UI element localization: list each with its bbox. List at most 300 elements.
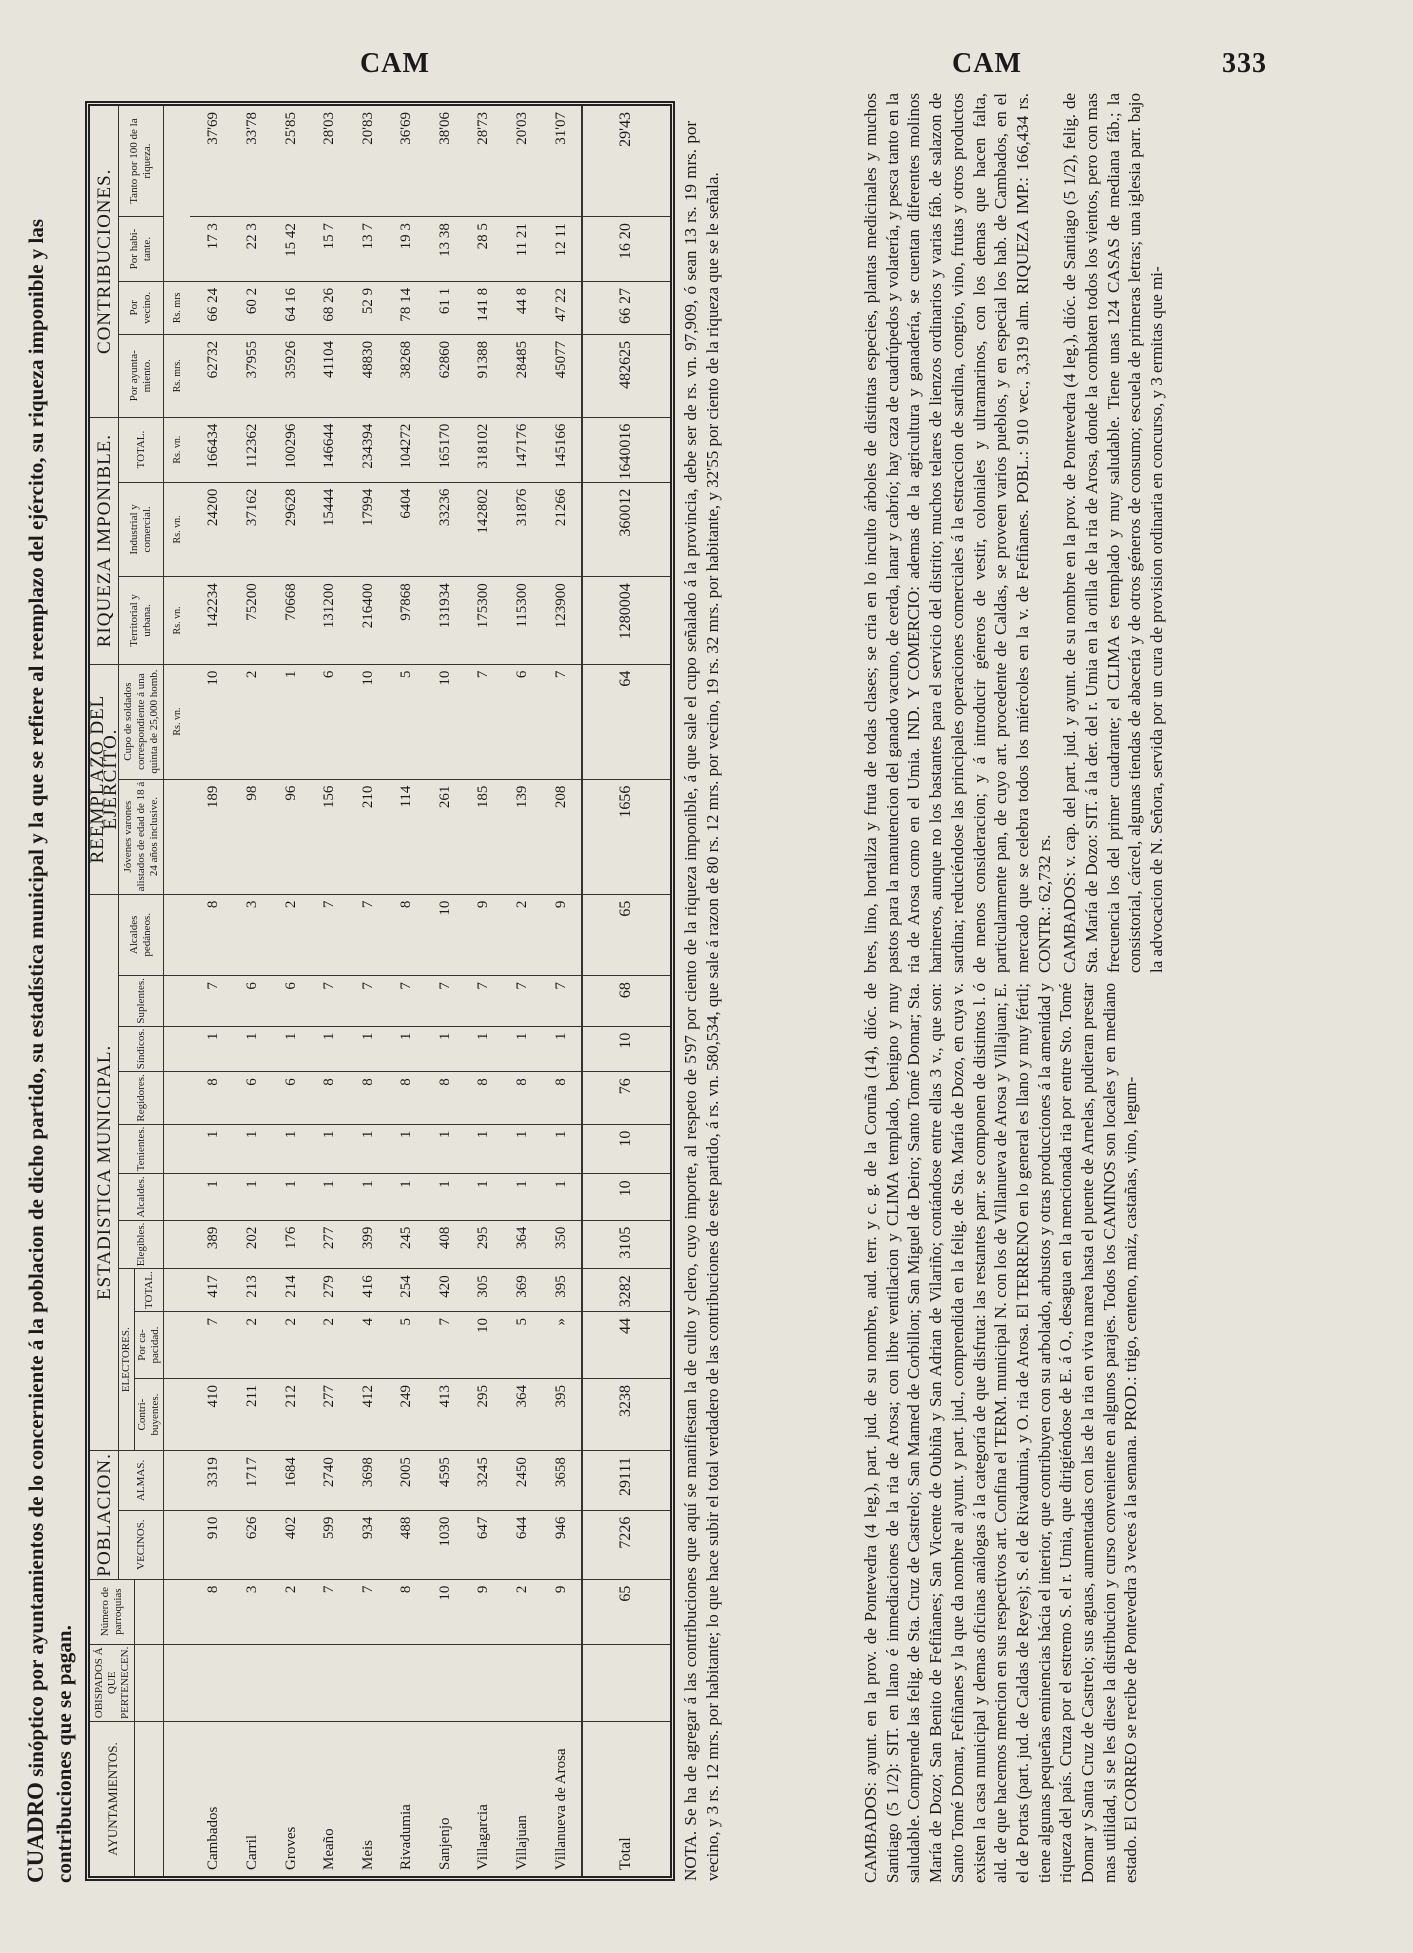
cell-total-electores: 305 [465,1269,504,1312]
cell-sindicos: 1 [233,1026,272,1072]
cell-obispado [233,1644,272,1721]
cell-contribuyentes: 413 [426,1379,465,1451]
cell-tanto: 38'06 [426,106,465,217]
body-paragraph: bres, lino, hortaliza y fruta de todas clases; se cria en lo inculto árboles de distintas especies, plantas medicinales y muchos pastos para la manutencion del ganado vacuno, de cerda, lanar y cabrío; hay caza de cuadrúpedos y volatería, y pesca tanto en la ria de Arosa como en el Umia. IND. Y COMERCIO: ademas de la agricultura y ganadería, se cuentan diferentes molinos harineros, aunque no los bastantes para el servicio del distrito; muchos telares de lienzos ordinarios y varias fáb. de salazon de sardina; reduciéndose las principales operaciones comerciales á la estraccion de sardina, congrio, vino, frutas y otros productos de menos consideracion; y á introducir géneros de vestir, coloniales y ultramarinos, con los demas que hacen falta, particularmente pan, de cuyo art. procedente de Caldas, se proveen varios pueblos, y en especial los hab. de Cambados, en el mercado que se celebra todos los miércoles en la v. de Fefiñanes. POBL.: 910 vec., 3,319 alm. RIQUEZA IMP.: 166,434 rs. CONTR.: 62,732 rs. [861,93,1054,973]
cell-regidores: 76 [582,1072,670,1124]
cell-cupo: 10 [190,664,233,779]
cell-alcaldes: 1 [310,1174,349,1220]
cell-almas: 3658 [542,1451,582,1511]
cell-por-habitante: 11 21 [503,217,542,282]
col-total-electores: TOTAL. [135,1269,164,1312]
cell-regidores: 8 [388,1072,427,1124]
col-suplentes: Suplentes. [119,976,164,1027]
rotated-table-section [0,73,800,1953]
col-ayuntamientos: AYUNTAMIENTOS. [90,1722,135,1877]
cell-total-riqueza: 145166 [542,417,582,482]
unit-label: Rs. vn. [164,417,191,482]
cell-contribuyentes: 3238 [582,1379,670,1451]
unit-label: Rs. vn. [164,577,191,664]
cell-cupo: 64 [582,664,670,779]
cell-elegibles: 245 [388,1220,427,1269]
cell-name: Villajuan [514,1815,531,1870]
cell-vecinos: 402 [272,1510,311,1579]
group-contribuciones: CONTRIBUCIONES. [90,106,119,417]
cell-vecinos: 626 [233,1510,272,1579]
cell-tenientes: 1 [233,1124,272,1174]
cell-regidores: 6 [233,1072,272,1124]
cell-sindicos: 1 [465,1026,504,1072]
cell-obispado [582,1644,670,1721]
cell-tenientes: 1 [190,1124,233,1174]
body-paragraph: CAMBADOS: ayunt. en la prov. de Pontevedra (4 leg.), part. jud. de su nombre, aud. terr. y c. g. de la Coruña (14), dióc. de Santiago (5 1/2): SIT. en llano é inmediaciones de la ria de Arosa; con libre ventilacion y CLIMA templado, benigno y muy saludable. Comprende las felig. de Sta. Cruz de Castrelo; San Mamed de Corbillon; San Miguel de Deiro; Santo Tomé Domar; Sta. María de Dozo; San Benito de Fefiñanes; San Vicente de Oubiña y San Adrian de Vilariño; contándose entre ellas 3 v., que son: Santo Tomé Domar, Fefiñanes y la que da nombre al ayunt. y part. jud., comprendida en la felig. de Sta. María de Dozo, en cuya v. existen la casa municipal y demas oficinas análogas á la categoría de que disfruta: las restantes parr. se componen de distintos l. ó ald. de que hacemos mencion en sus respectivos art. Confina el TERM. municipal N. con los de Villanueva de Arosa y Villajuan; E. el de Portas (part. jud. de Caldas de Reyes); S. el de Rivadumia, y O. ria de Arosa. El TERRENO en lo general es llano y muy fértil; tiene algunas pequeñas eminencias hácia el interior, que contribuyen con su arbolado, arbustos y otras producciones á la amenidad y riqueza del país. Cruza por el estremo S. el r. Umia, que dirigiéndose de E. á O., desagua en la mencionada ria por entre Sto. Tomé Domar y Santa Cruz de Castrelo; sus aguas, aumentadas con las de la ria en viva marea hasta el puente de Arnelas, pudieran prestar mas utilidad, si se les diese la distribucion y curso conveniente en algunos parajes. Todos los CAMINOS son locales y en mediano estado. El CORREO se recibe de Pontevedra 3 veces á la semana. PROD.: trigo, centeno, maiz, castañas, vino, legum- [861,983,1141,1883]
cell-suplentes: 7 [503,976,542,1027]
cell-jovenes: 1656 [582,779,670,894]
cell-cupo: 1 [272,664,311,779]
col-industrial: Industrial y comercial. [119,482,164,577]
group-poblacion: POBLACION. [90,1451,119,1579]
cell-tanto: 25'85 [272,106,311,217]
body-paragraph: CAMBADOS: v. cap. del part. jud. y ayunt. de su nombre en la prov. de Pontevedra (4 leg.), dióc. de Santiago (5 1/2), felig. de Sta. María de Dozo: SIT. á la der. del r. Umia en la orilla de la ria de Arosa, donde la combaten todos los vientos, pero con mas frecuencia los del primer cuadrante; el CLIMA es templado y muy saludable. Tiene unas 124 CASAS de mediana fáb.; la consistorial, cárcel, algunas tiendas de abacería y de otros géneros de consumo; escuela de primeras letras; una iglesia parr. bajo la advocacion de N. Señora, servida por un cura de provision ordinaria en concurso, y 3 ermitas que mi- [1060,93,1167,973]
cell-capacidad: 4 [349,1312,388,1379]
cell-por-habitante: 15 42 [272,217,311,282]
cell-parroquias: 3 [233,1579,272,1644]
cell-industrial: 360012 [582,482,670,577]
cell-total-electores: 417 [190,1269,233,1312]
cell-por-vecino: 61 1 [426,281,465,334]
cell-parroquias: 8 [190,1579,233,1644]
cell-elegibles: 202 [233,1220,272,1269]
cell-parroquias: 10 [426,1579,465,1644]
col-capacidad: Por ca-pacidad. [135,1312,164,1379]
cell-tenientes: 10 [582,1124,670,1174]
cell-cupo: 10 [349,664,388,779]
cell-tanto: 31'07 [542,106,582,217]
cell-suplentes: 7 [190,976,233,1027]
cell-parroquias: 2 [272,1579,311,1644]
cell-pedaneos: 2 [503,894,542,976]
cell-jovenes: 96 [272,779,311,894]
cell-jovenes: 261 [426,779,465,894]
col-vecinos: VECINOS. [119,1510,164,1579]
cell-suplentes: 68 [582,976,670,1027]
cell-alcaldes: 1 [190,1174,233,1220]
cell-elegibles: 176 [272,1220,311,1269]
col-cupo: Cupo de soldados correspondiente á una quinta de 25,000 homb. [119,664,164,779]
cell-vecinos: 488 [388,1510,427,1579]
cell-contribuyentes: 364 [503,1379,542,1451]
cell-por-habitante: 13 7 [349,217,388,282]
cell-alcaldes: 1 [349,1174,388,1220]
cell-territorial: 142234 [190,577,233,664]
cell-suplentes: 7 [542,976,582,1027]
table-row [349,106,388,1876]
cell-tenientes: 1 [542,1124,582,1174]
cell-alcaldes: 1 [233,1174,272,1220]
cell-obispado [388,1644,427,1721]
cell-capacidad: 7 [190,1312,233,1379]
col-por-habitante: Por habi-tante. [119,217,164,282]
cell-por-habitante: 13 38 [426,217,465,282]
cell-tenientes: 1 [349,1124,388,1174]
cell-total-riqueza: 318102 [465,417,504,482]
cell-alcaldes: 1 [272,1174,311,1220]
cell-jovenes: 156 [310,779,349,894]
cell-total-electores: 279 [310,1269,349,1312]
col-por-ayuntamiento: Por ayunta-miento. [119,334,164,417]
cell-por-ayuntamiento: 28485 [503,334,542,417]
col-por-vecino: Por vecino. [119,281,164,334]
cell-sindicos: 1 [426,1026,465,1072]
cell-industrial: 29628 [272,482,311,577]
cell-vecinos: 910 [190,1510,233,1579]
cell-sindicos: 1 [542,1026,582,1072]
cell-tenientes: 1 [388,1124,427,1174]
cell-alcaldes: 1 [503,1174,542,1220]
cell-pedaneos: 2 [272,894,311,976]
cell-por-habitante: 15 7 [310,217,349,282]
cell-total-riqueza: 112362 [233,417,272,482]
cell-almas: 3245 [465,1451,504,1511]
cell-pedaneos: 3 [233,894,272,976]
cell-territorial: 1280004 [582,577,670,664]
cell-obispado [426,1644,465,1721]
cell-tanto: 36'69 [388,106,427,217]
cell-industrial: 15444 [310,482,349,577]
unit-label: Rs. mrs. [164,334,191,417]
cell-obispado [542,1644,582,1721]
cell-almas: 3698 [349,1451,388,1511]
col-contribuyentes: Contri-buyentes. [135,1379,164,1451]
cell-contribuyentes: 211 [233,1379,272,1451]
body-column-2 [860,93,1168,973]
cell-elegibles: 408 [426,1220,465,1269]
cell-name: Sanjenjo [436,1817,453,1870]
cell-tanto: 29'43 [582,106,670,217]
cell-almas: 2005 [388,1451,427,1511]
cell-por-vecino: 66 24 [190,281,233,334]
cell-contribuyentes: 277 [310,1379,349,1451]
cell-suplentes: 7 [349,976,388,1027]
cell-jovenes: 208 [542,779,582,894]
cell-industrial: 33236 [426,482,465,577]
cell-total-electores: 395 [542,1269,582,1312]
cell-regidores: 8 [542,1072,582,1124]
cell-capacidad: 5 [388,1312,427,1379]
cell-regidores: 8 [310,1072,349,1124]
rotated-body-section [860,73,1280,1953]
cell-industrial: 21266 [542,482,582,577]
cell-vecinos: 1030 [426,1510,465,1579]
cell-industrial: 17994 [349,482,388,577]
cell-suplentes: 7 [388,976,427,1027]
cell-total-riqueza: 234394 [349,417,388,482]
cell-contribuyentes: 395 [542,1379,582,1451]
cell-regidores: 8 [465,1072,504,1124]
cell-tenientes: 1 [310,1124,349,1174]
table-row [542,106,582,1876]
statistics-table [85,101,675,1881]
cell-obispado [272,1644,311,1721]
cell-territorial: 216400 [349,577,388,664]
col-alcaldes: Alcaldes. [119,1174,164,1220]
cell-suplentes: 6 [272,976,311,1027]
cell-por-ayuntamiento: 45077 [542,334,582,417]
cell-sindicos: 1 [349,1026,388,1072]
cell-suplentes: 7 [310,976,349,1027]
cell-total-riqueza: 165170 [426,417,465,482]
title-lead: CUADRO [23,1782,48,1883]
cell-industrial: 6404 [388,482,427,577]
cell-sindicos: 1 [272,1026,311,1072]
cell-territorial: 175300 [465,577,504,664]
cell-por-habitante: 19 3 [388,217,427,282]
cell-tenientes: 1 [426,1124,465,1174]
cell-almas: 2450 [503,1451,542,1511]
cell-alcaldes: 1 [542,1174,582,1220]
cell-vecinos: 7226 [582,1510,670,1579]
cell-elegibles: 277 [310,1220,349,1269]
cell-parroquias: 65 [582,1579,670,1644]
cell-parroquias: 9 [542,1579,582,1644]
cell-por-vecino: 66 27 [582,281,670,334]
cell-regidores: 8 [190,1072,233,1124]
col-jovenes: Jóvenes varones alistados de edad de 18 á 24 años inclusive. [119,779,164,894]
cell-total-riqueza: 1640016 [582,417,670,482]
table-row [310,106,349,1876]
cell-por-ayuntamiento: 38268 [388,334,427,417]
cell-por-vecino: 68 26 [310,281,349,334]
cell-industrial: 31876 [503,482,542,577]
cell-total-electores: 3282 [582,1269,670,1312]
cell-pedaneos: 65 [582,894,670,976]
cell-jovenes: 210 [349,779,388,894]
cell-por-ayuntamiento: 35926 [272,334,311,417]
table-row [190,106,233,1876]
cell-pedaneos: 7 [349,894,388,976]
cell-sindicos: 1 [388,1026,427,1072]
cell-suplentes: 6 [233,976,272,1027]
cell-por-habitante: 28 5 [465,217,504,282]
cell-por-vecino: 78 14 [388,281,427,334]
cell-sindicos: 10 [582,1026,670,1072]
cell-name: Meaño [321,1828,338,1870]
cell-tanto: 20'83 [349,106,388,217]
cell-vecinos: 946 [542,1510,582,1579]
cell-jovenes: 98 [233,779,272,894]
cell-por-habitante: 22 3 [233,217,272,282]
col-obispados: OBISPADOS Á QUE PERTENECEN. [90,1644,135,1721]
cell-name: Cambados [204,1806,221,1870]
cell-elegibles: 350 [542,1220,582,1269]
cell-almas: 4595 [426,1451,465,1511]
cell-alcaldes: 1 [426,1174,465,1220]
cell-por-ayuntamiento: 48830 [349,334,388,417]
cell-total-riqueza: 147176 [503,417,542,482]
cell-pedaneos: 7 [310,894,349,976]
group-electores: ELECTORES. [119,1269,135,1451]
note-block [680,121,724,1881]
cell-parroquias: 8 [388,1579,427,1644]
cell-sindicos: 1 [310,1026,349,1072]
cell-pedaneos: 9 [542,894,582,976]
table-row [388,106,427,1876]
cell-capacidad: 2 [310,1312,349,1379]
cell-territorial: 123900 [542,577,582,664]
col-sindicos: Síndicos. [119,1026,164,1072]
cell-jovenes: 189 [190,779,233,894]
cell-total-electores: 416 [349,1269,388,1312]
cell-total-riqueza: 146644 [310,417,349,482]
cell-capacidad: 2 [233,1312,272,1379]
cell-contribuyentes: 212 [272,1379,311,1451]
cell-alcaldes: 10 [582,1174,670,1220]
cell-territorial: 97868 [388,577,427,664]
cell-por-habitante: 12 11 [542,217,582,282]
cell-cupo: 5 [388,664,427,779]
cell-obispado [190,1644,233,1721]
cell-contribuyentes: 295 [465,1379,504,1451]
cell-alcaldes: 1 [465,1174,504,1220]
cell-por-vecino: 47 22 [542,281,582,334]
cell-suplentes: 7 [426,976,465,1027]
cell-cupo: 6 [503,664,542,779]
cell-total-electores: 214 [272,1269,311,1312]
cell-total-electores: 254 [388,1269,427,1312]
cell-obispado [503,1644,542,1721]
cell-cupo: 10 [426,664,465,779]
cell-parroquias: 7 [349,1579,388,1644]
col-pedaneos: Alcaldes pedáneos. [119,894,164,976]
cell-alcaldes: 1 [388,1174,427,1220]
cell-obispado [349,1644,388,1721]
cell-total-electores: 213 [233,1269,272,1312]
col-tanto: Tanto por 100 de la riqueza. [119,106,164,217]
cell-regidores: 8 [349,1072,388,1124]
cell-por-ayuntamiento: 41104 [310,334,349,417]
cell-name: Carril [243,1835,260,1870]
cell-cupo: 2 [233,664,272,779]
unit-label: Rs. mrs [164,281,191,334]
group-estadistica: ESTADISTICA MUNICIPAL. [90,894,119,1451]
cell-elegibles: 3105 [582,1220,670,1269]
col-tenientes: Tenientes. [119,1124,164,1174]
cell-almas: 2740 [310,1451,349,1511]
cell-parroquias: 7 [310,1579,349,1644]
table-row [272,106,311,1876]
cell-tanto: 20'03 [503,106,542,217]
cell-almas: 29111 [582,1451,670,1511]
cell-total-riqueza: 100296 [272,417,311,482]
cell-almas: 3319 [190,1451,233,1511]
cell-jovenes: 114 [388,779,427,894]
table-body [190,106,670,1876]
unit-label: Rs. vn. [164,664,191,779]
cell-por-vecino: 52 9 [349,281,388,334]
cell-contribuyentes: 410 [190,1379,233,1451]
cell-territorial: 70668 [272,577,311,664]
cell-suplentes: 7 [465,976,504,1027]
cell-tanto: 28'73 [465,106,504,217]
table-row [465,106,504,1876]
cell-total-riqueza: 104272 [388,417,427,482]
cell-vecinos: 644 [503,1510,542,1579]
cell-obispado [465,1644,504,1721]
cell-contribuyentes: 249 [388,1379,427,1451]
unit-label: Rs. vn. [164,482,191,577]
cell-almas: 1684 [272,1451,311,1511]
cell-cupo: 7 [465,664,504,779]
cell-tanto: 37'69 [190,106,233,217]
cell-territorial: 131934 [426,577,465,664]
cell-capacidad: 7 [426,1312,465,1379]
cell-tenientes: 1 [503,1124,542,1174]
note-text: Se ha de agregar á las contribuciones que aquí se manifiestan la de culto y clero, cuyo importe, al respeto de 5'97 por ciento de la riqueza imponible, á que sale el cupo señalado á la provincia, debe ser de rs. vn. 97,909, ó sean 13 rs. 19 mrs. por vecino, y 3 rs. 12 mrs. por habitante; lo que hace subir el total verdadero de las contribuciones de este partido, á rs. vn. 580,534, que sale á razon de 80 rs. 12 mrs. por vecino, 19 rs. 32 mrs. por habitante, y 32'55 por ciento de la riqueza que se le señala. [681,120,722,1881]
cell-cupo: 6 [310,664,349,779]
cell-por-habitante: 17 3 [190,217,233,282]
cell-pedaneos: 8 [190,894,233,976]
cell-capacidad: » [542,1312,582,1379]
cell-name: Total [582,1722,670,1877]
cell-cupo: 7 [542,664,582,779]
cell-elegibles: 399 [349,1220,388,1269]
cell-por-habitante: 16 20 [582,217,670,282]
table-total-row [582,106,670,1876]
cell-por-vecino: 141 8 [465,281,504,334]
cell-elegibles: 364 [503,1220,542,1269]
page-number: 333 [1222,48,1267,79]
table-row [503,106,542,1876]
table-row [426,106,465,1876]
cell-name: Meis [359,1840,376,1870]
cell-sindicos: 1 [190,1026,233,1072]
cell-por-vecino: 64 16 [272,281,311,334]
cell-contribuyentes: 412 [349,1379,388,1451]
cell-por-ayuntamiento: 482625 [582,334,670,417]
cell-por-ayuntamiento: 62732 [190,334,233,417]
cell-elegibles: 389 [190,1220,233,1269]
cell-territorial: 131200 [310,577,349,664]
cell-tanto: 28'03 [310,106,349,217]
cell-elegibles: 295 [465,1220,504,1269]
cell-por-vecino: 60 2 [233,281,272,334]
col-parroquias: Número de parroquias [90,1579,135,1644]
title-text: sinóptico por ayuntamientos de lo concerniente á la poblacion de dicho partido, su estadística municipal y la que se refiere al reemplazo del ejército, su riqueza imponible y las contribuciones que se pagan. [24,218,76,1883]
cell-industrial: 142802 [465,482,504,577]
cell-capacidad: 44 [582,1312,670,1379]
cell-tanto: 33'78 [233,106,272,217]
cell-regidores: 8 [503,1072,542,1124]
note-label: NOTA. [681,1830,700,1881]
cell-almas: 1717 [233,1451,272,1511]
group-riqueza: RIQUEZA IMPONIBLE. [90,417,119,664]
cell-capacidad: 5 [503,1312,542,1379]
col-regidores: Regidores. [119,1072,164,1124]
header-middle: CAM [952,48,1022,79]
body-column-1 [860,983,1142,1883]
cell-capacidad: 10 [465,1312,504,1379]
cell-parroquias: 9 [465,1579,504,1644]
cell-tenientes: 1 [465,1124,504,1174]
group-reemplazo: REEMPLAZO DEL EJERCITO. [90,664,119,894]
cell-tenientes: 1 [272,1124,311,1174]
col-elegibles: Elegibles. [119,1220,164,1269]
cell-por-vecino: 44 8 [503,281,542,334]
cell-regidores: 6 [272,1072,311,1124]
col-territorial: Territorial y urbana. [119,577,164,664]
cell-por-ayuntamiento: 91388 [465,334,504,417]
cell-industrial: 24200 [190,482,233,577]
header-left: CAM [360,48,430,79]
